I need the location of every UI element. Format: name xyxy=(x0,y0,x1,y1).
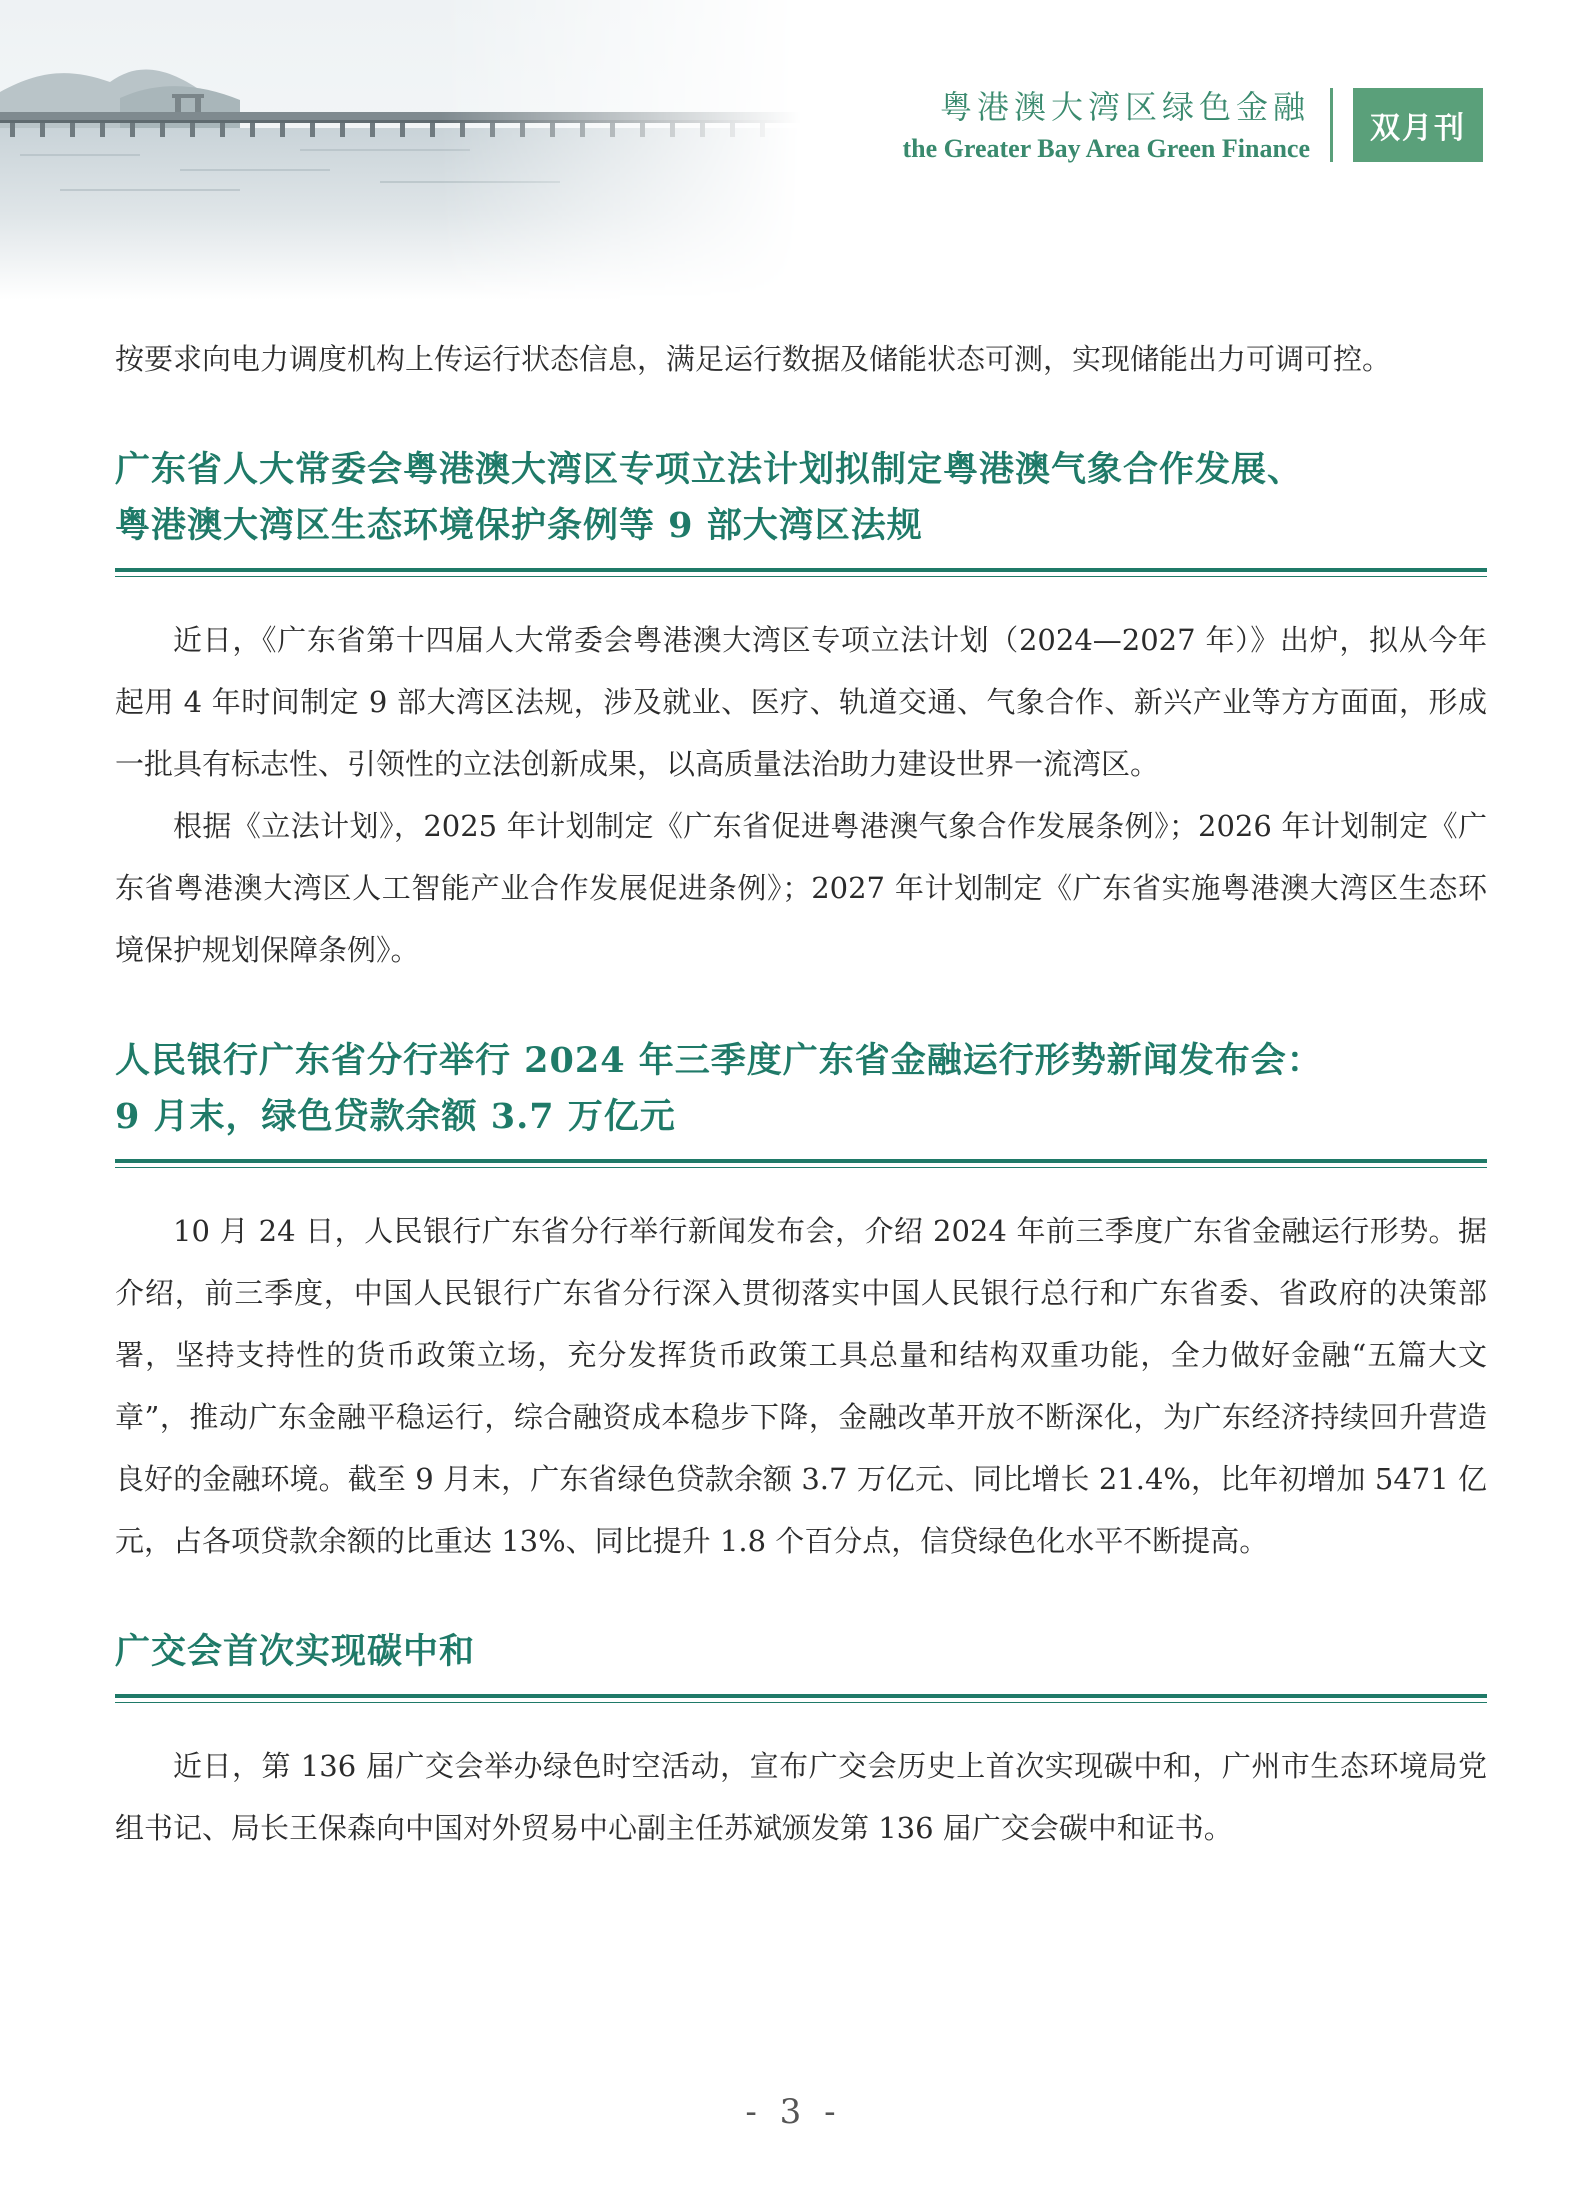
section-paragraph: 10 月 24 日，人民银行广东省分行举行新闻发布会，介绍 2024 年前三季度广东省金融运行形势。据介绍，前三季度，中国人民银行广东省分行深入贯彻落实中国人民银行总行和广东省委、省政府的决策部署，坚持支持性的货币政策立场，充分发挥货币政策工具总量和结构双重功能，全力做好金融“五篇大文章”，推动广东金融平稳运行，综合融资成本稳步下降，金融改革开放不断深化，为广东经济持续回升营造良好的金融环境。截至 9 月末，广东省绿色贷款余额 3.7 万亿元、同比增长 21.4%，比年初增加 5471 亿元，占各项贷款余额的比重达 13%、同比提升 1.8 个百分点，信贷绿色化水平不断提高。 xyxy=(115,1214,1487,1558)
intro-paragraph: 按要求向电力调度机构上传运行状态信息，满足运行数据及储能状态可测，实现储能出力可调可控。 xyxy=(115,342,1392,376)
bridge-sea-icon xyxy=(0,0,800,300)
section-title-line: 广东省人大常委会粤港澳大湾区专项立法计划拟制定粤港澳气象合作发展、 xyxy=(115,449,1304,490)
section-title-rule xyxy=(115,1159,1487,1168)
section-title xyxy=(115,1624,1487,1680)
section-title-line: 人民银行广东省分行举行 2024 年三季度广东省金融运行形势新闻发布会： xyxy=(115,1040,1323,1081)
section-paragraph: 根据《立法计划》，2025 年计划制定《广东省促进粤港澳气象合作发展条例》；2026 年计划制定《广东省粤港澳大湾区人工智能产业合作发展促进条例》；2027 年计划制定《广东省实施粤港澳大湾区生态环境保护规划保障条例》。 xyxy=(115,809,1487,967)
page-number: - 3 - xyxy=(745,2092,842,2132)
masthead-chinese-title: 粤港澳大湾区绿色金融 xyxy=(939,88,1310,126)
section-title-line: 广交会首次实现碳中和 xyxy=(115,1631,476,1672)
bridge-banner-image xyxy=(0,0,800,300)
section-title xyxy=(115,442,1487,554)
section-title-line: 粤港澳大湾区生态环境保护条例等 9 部大湾区法规 xyxy=(115,505,923,546)
masthead-divider xyxy=(1330,88,1333,162)
section-title-rule xyxy=(115,568,1487,577)
article-body xyxy=(115,328,1487,1859)
page-header xyxy=(0,0,1587,300)
section-paragraph: 近日，《广东省第十四届人大常委会粤港澳大湾区专项立法计划（2024—2027 年）》出炉，拟从今年起用 4 年时间制定 9 部大湾区法规，涉及就业、医疗、轨道交通、气象合作、新兴产业等方方面面，形成一批具有标志性、引领性的立法创新成果，以高质量法治助力建设世界一流湾区。 xyxy=(115,623,1487,781)
section-title xyxy=(115,1033,1487,1145)
section-title-rule xyxy=(115,1694,1487,1703)
section-green-loans xyxy=(115,1033,1487,1572)
masthead-english-title: the Greater Bay Area Green Finance xyxy=(902,134,1310,163)
section-title-line: 9 月末，绿色贷款余额 3.7 万亿元 xyxy=(115,1096,676,1137)
section-canton-fair xyxy=(115,1624,1487,1859)
section-paragraph: 近日，第 136 届广交会举办绿色时空活动，宣布广交会历史上首次实现碳中和，广州市生态环境局党组书记、局长王保森向中国对外贸易中心副主任苏斌颁发第 136 届广交会碳中和证书。 xyxy=(115,1749,1487,1845)
bimonthly-badge: 双月刊 xyxy=(1353,88,1483,162)
section-legislation xyxy=(115,442,1487,981)
